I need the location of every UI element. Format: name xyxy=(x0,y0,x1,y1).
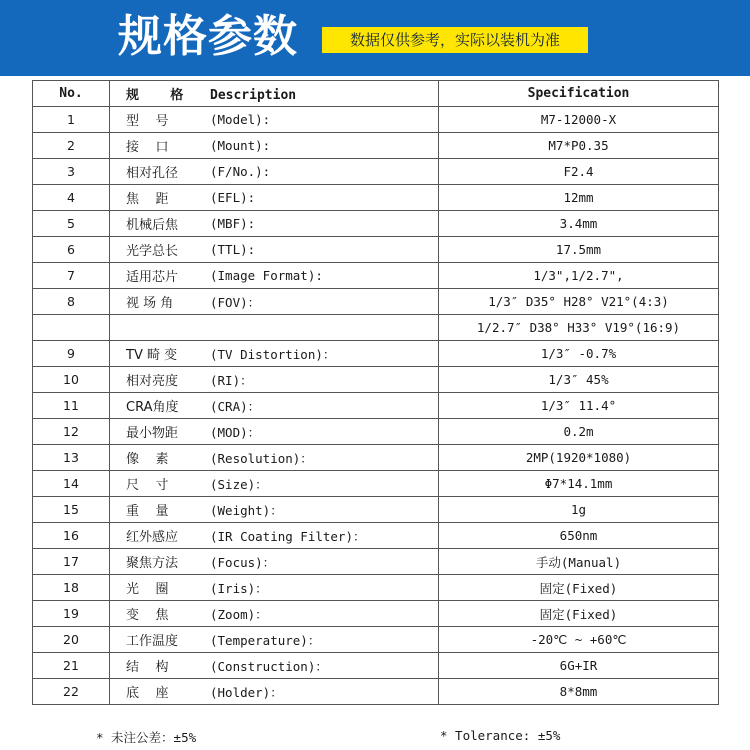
description-cn: 相对亮度 xyxy=(126,374,179,389)
row-specification: Φ7*14.1mm xyxy=(439,471,719,497)
header-no: No. xyxy=(33,81,110,107)
row-description xyxy=(110,419,439,445)
row-number: 2 xyxy=(33,133,110,159)
row-description xyxy=(110,341,439,367)
row-specification: 6G+IR xyxy=(439,653,719,679)
table-header-row xyxy=(33,81,719,107)
description-en: (FOV)： xyxy=(210,294,261,310)
description-en: (MOD)： xyxy=(210,424,261,440)
row-specification: 1/3″ 11.4° xyxy=(439,393,719,419)
description-cn: 接 口 xyxy=(126,140,169,155)
description-en: (TV Distortion)： xyxy=(210,346,336,362)
table-row xyxy=(33,107,719,133)
description-en: (Construction)： xyxy=(210,658,328,674)
description-en: (Model): xyxy=(210,112,271,127)
row-number: 3 xyxy=(33,159,110,185)
row-number: 5 xyxy=(33,211,110,237)
description-cn: 底 座 xyxy=(126,686,169,701)
row-description xyxy=(110,523,439,549)
description-cn: 红外感应 xyxy=(126,530,179,545)
row-specification: F2.4 xyxy=(439,159,719,185)
header-banner xyxy=(0,0,750,76)
description-en: (Size)： xyxy=(210,476,268,492)
row-description xyxy=(110,237,439,263)
row-description xyxy=(110,627,439,653)
row-description xyxy=(110,133,439,159)
description-en: (Temperature)： xyxy=(210,632,321,648)
description-en: (Weight)： xyxy=(210,502,283,518)
table-row xyxy=(33,601,719,627)
row-specification: 1/3",1/2.7", xyxy=(439,263,719,289)
row-specification: 1/3″ -0.7% xyxy=(439,341,719,367)
row-number: 15 xyxy=(33,497,110,523)
header-description-cn: 规 格 xyxy=(126,88,184,103)
table-row xyxy=(33,367,719,393)
row-specification: 17.5mm xyxy=(439,237,719,263)
row-number: 11 xyxy=(33,393,110,419)
description-cn: 视 场 角 xyxy=(126,296,174,311)
description-en: (TTL): xyxy=(210,242,256,257)
row-specification: 0.2m xyxy=(439,419,719,445)
row-specification: 1/2.7″ D38° H33° V19°(16:9) xyxy=(439,315,719,341)
row-specification: M7*P0.35 xyxy=(439,133,719,159)
row-description xyxy=(110,445,439,471)
description-en: (RI)： xyxy=(210,372,253,388)
row-specification: -20℃ ~ +60℃ xyxy=(439,627,719,653)
row-number: 17 xyxy=(33,549,110,575)
row-description xyxy=(110,185,439,211)
description-cn: 相对孔径 xyxy=(126,166,179,181)
table-row xyxy=(33,471,719,497)
table-row xyxy=(33,159,719,185)
description-en: (EFL): xyxy=(210,190,256,205)
spec-table xyxy=(32,80,719,705)
row-number xyxy=(33,315,110,341)
row-specification: 1/3″ D35° H28° V21°(4:3) xyxy=(439,289,719,315)
description-cn: CRA角度 xyxy=(126,400,179,415)
row-description xyxy=(110,471,439,497)
row-specification: M7-12000-X xyxy=(439,107,719,133)
row-number: 8 xyxy=(33,289,110,315)
tolerance-note-en: * Tolerance: ±5% xyxy=(440,728,561,743)
description-en: (Image Format): xyxy=(210,268,323,283)
disclaimer-badge: 数据仅供参考，实际以装机为准 xyxy=(322,27,588,53)
row-description xyxy=(110,575,439,601)
row-description xyxy=(110,393,439,419)
row-number: 7 xyxy=(33,263,110,289)
spec-table-body xyxy=(33,107,719,705)
row-specification: 12mm xyxy=(439,185,719,211)
description-en: (Holder)： xyxy=(210,684,283,700)
page-title: 规格参数 xyxy=(118,11,298,62)
table-row xyxy=(33,341,719,367)
row-specification: 固定(Fixed) xyxy=(439,575,719,601)
row-description xyxy=(110,679,439,705)
tolerance-note-cn: * 未注公差：±5% xyxy=(96,730,197,745)
table-row xyxy=(33,289,719,315)
header-description-en: Description xyxy=(210,88,297,103)
description-cn: 结 构 xyxy=(126,660,169,675)
row-description xyxy=(110,367,439,393)
description-cn: 变 焦 xyxy=(126,608,169,623)
description-en: (Resolution)： xyxy=(210,450,313,466)
row-description xyxy=(110,107,439,133)
row-number: 19 xyxy=(33,601,110,627)
table-row xyxy=(33,497,719,523)
row-specification: 8*8mm xyxy=(439,679,719,705)
row-number: 4 xyxy=(33,185,110,211)
table-row xyxy=(33,185,719,211)
description-en: (Zoom)： xyxy=(210,606,268,622)
table-row xyxy=(33,523,719,549)
row-number: 9 xyxy=(33,341,110,367)
table-row xyxy=(33,393,719,419)
description-en: (Focus)： xyxy=(210,554,276,570)
table-row xyxy=(33,653,719,679)
description-en: (F/No.): xyxy=(210,164,271,179)
description-en: (MBF): xyxy=(210,216,256,231)
table-row xyxy=(33,419,719,445)
row-description xyxy=(110,601,439,627)
description-cn: TV 畸 变 xyxy=(126,348,178,363)
description-en: (Iris)： xyxy=(210,580,268,596)
description-cn: 型 号 xyxy=(126,114,169,129)
table-row xyxy=(33,315,719,341)
row-description xyxy=(110,549,439,575)
description-cn: 适用芯片 xyxy=(126,270,179,285)
row-number: 16 xyxy=(33,523,110,549)
description-cn: 光 圈 xyxy=(126,582,169,597)
description-en: (Mount): xyxy=(210,138,271,153)
row-description xyxy=(110,289,439,315)
table-row xyxy=(33,575,719,601)
row-specification: 固定(Fixed) xyxy=(439,601,719,627)
header-specification: Specification xyxy=(439,81,719,107)
row-specification: 1g xyxy=(439,497,719,523)
row-description xyxy=(110,211,439,237)
description-cn: 机械后焦 xyxy=(126,218,179,233)
row-specification: 3.4mm xyxy=(439,211,719,237)
row-number: 6 xyxy=(33,237,110,263)
row-specification: 1/3″ 45% xyxy=(439,367,719,393)
description-cn: 尺 寸 xyxy=(126,478,169,493)
description-en: (IR Coating Filter)： xyxy=(210,528,366,544)
row-description xyxy=(110,159,439,185)
description-cn: 工作温度 xyxy=(126,634,179,649)
row-number: 13 xyxy=(33,445,110,471)
row-specification: 650nm xyxy=(439,523,719,549)
table-row xyxy=(33,133,719,159)
row-specification: 2MP(1920*1080) xyxy=(439,445,719,471)
description-cn: 像 素 xyxy=(126,452,169,467)
table-row xyxy=(33,211,719,237)
header-description xyxy=(110,81,439,107)
row-description xyxy=(110,263,439,289)
description-cn: 焦 距 xyxy=(126,192,169,207)
table-row xyxy=(33,627,719,653)
row-number: 21 xyxy=(33,653,110,679)
table-row xyxy=(33,445,719,471)
row-number: 14 xyxy=(33,471,110,497)
table-row xyxy=(33,549,719,575)
description-cn: 光学总长 xyxy=(126,244,179,259)
row-number: 20 xyxy=(33,627,110,653)
table-row xyxy=(33,679,719,705)
description-en: (CRA)： xyxy=(210,398,261,414)
row-number: 22 xyxy=(33,679,110,705)
row-number: 12 xyxy=(33,419,110,445)
row-number: 10 xyxy=(33,367,110,393)
row-description xyxy=(110,315,439,341)
row-number: 18 xyxy=(33,575,110,601)
description-cn: 重 量 xyxy=(126,504,169,519)
table-row xyxy=(33,237,719,263)
row-description xyxy=(110,497,439,523)
description-cn: 聚焦方法 xyxy=(126,556,179,571)
row-specification: 手动(Manual) xyxy=(439,549,719,575)
row-number: 1 xyxy=(33,107,110,133)
row-description xyxy=(110,653,439,679)
table-row xyxy=(33,263,719,289)
description-cn: 最小物距 xyxy=(126,426,179,441)
